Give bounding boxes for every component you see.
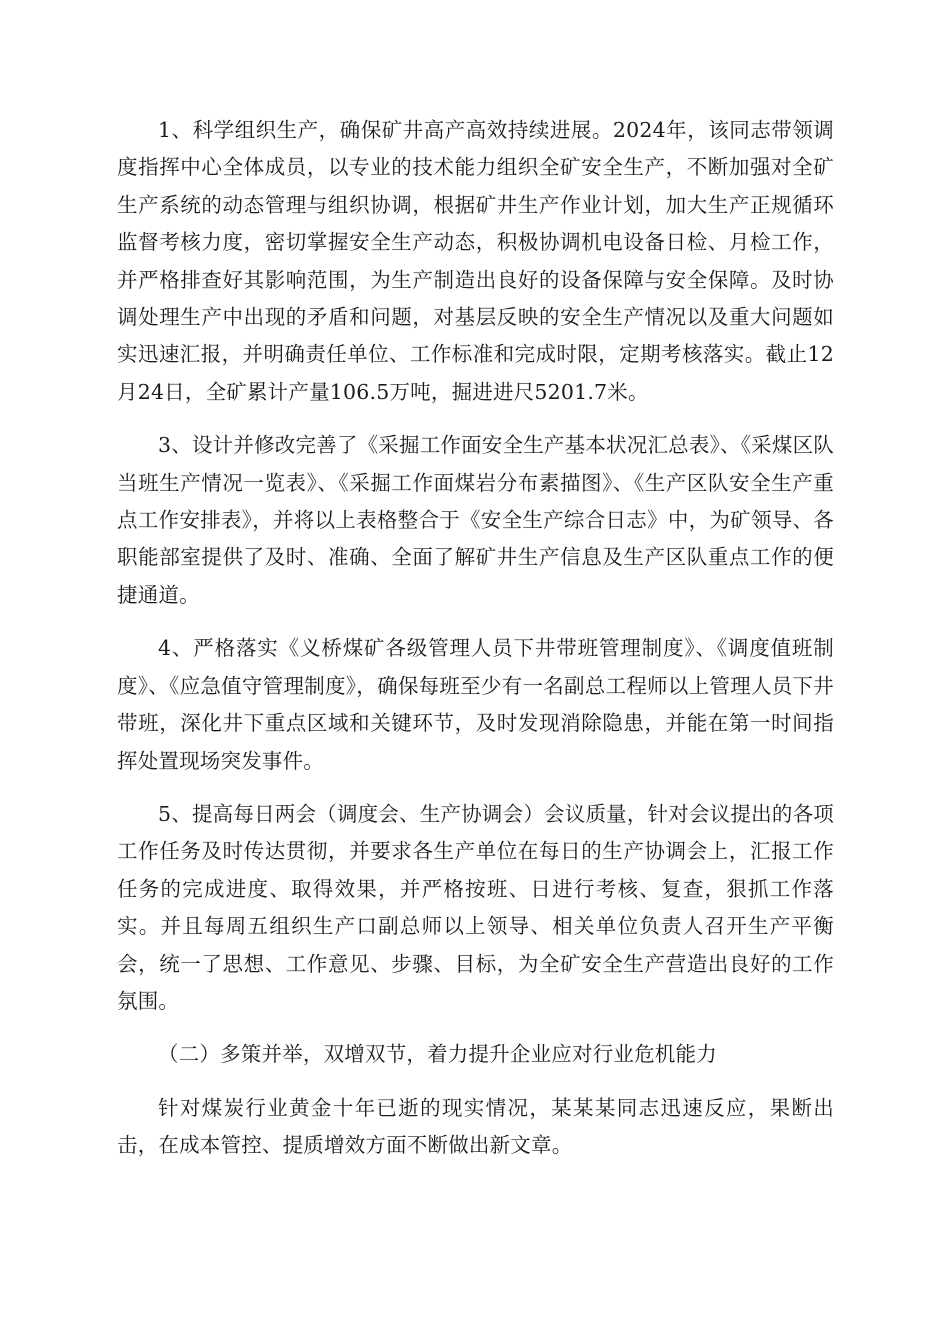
paragraph-item-4: 4、严格落实《义桥煤矿各级管理人员下井带班管理制度》、《调度值班制度》、《应急值守管理制度》，确保每班至少有一名副总工程师以上管理人员下井带班，深化井下重点区域和关键环节，及时发现消除隐患，并能在第一时间指挥处置现场突发事件。 xyxy=(117,636,834,773)
paragraph-item-3: 3、设计并修改完善了《采掘工作面安全生产基本状况汇总表》、《采煤区队当班生产情况一览表》、《采掘工作面煤岩分布素描图》、《生产区队安全生产重点工作安排表》，并将以上表格整合于《安全生产综合日志》中，为矿领导、各职能部室提供了及时、准确、全面了解矿井生产信息及生产区队重点工作的便捷通道。 xyxy=(117,433,834,607)
closing-paragraph: 针对煤炭行业黄金十年已逝的现实情况，某某某同志迅速反应，果断出击，在成本管控、提质增效方面不断做出新文章。 xyxy=(117,1095,834,1158)
document-page xyxy=(117,112,834,1165)
paragraph-item-5: 5、提高每日两会（调度会、生产协调会）会议质量，针对会议提出的各项工作任务及时传达贯彻，并要求各生产单位在每日的生产协调会上，汇报工作任务的完成进度、取得效果，并严格按班、日进行考核、复查，狠抓工作落实。并且每周五组织生产口副总师以上领导、相关单位负责人召开生产平衡会，统一了思想、工作意见、步骤、目标，为全矿安全生产营造出良好的工作氛围。 xyxy=(117,801,834,1013)
paragraph-item-1: 1、科学组织生产，确保矿井高产高效持续进展。2024年，该同志带领调度指挥中心全体成员，以专业的技术能力组织全矿安全生产，不断加强对全矿生产系统的动态管理与组织协调，根据矿井生产作业计划，加大生产正规循环监督考核力度，密切掌握安全生产动态，积极协调机电设备日检、月检工作，并严格排查好其影响范围，为生产制造出良好的设备保障与安全保障。及时协调处理生产中出现的矛盾和问题，对基层反映的安全生产情况以及重大问题如实迅速汇报，并明确责任单位、工作标准和完成时限，定期考核落实。截止12月24日，全矿累计产量106.5万吨，掘进进尺5201.7米。 xyxy=(117,118,834,404)
section-heading: （二）多策并举，双增双节，着力提升企业应对行业危机能力 xyxy=(158,1042,717,1067)
